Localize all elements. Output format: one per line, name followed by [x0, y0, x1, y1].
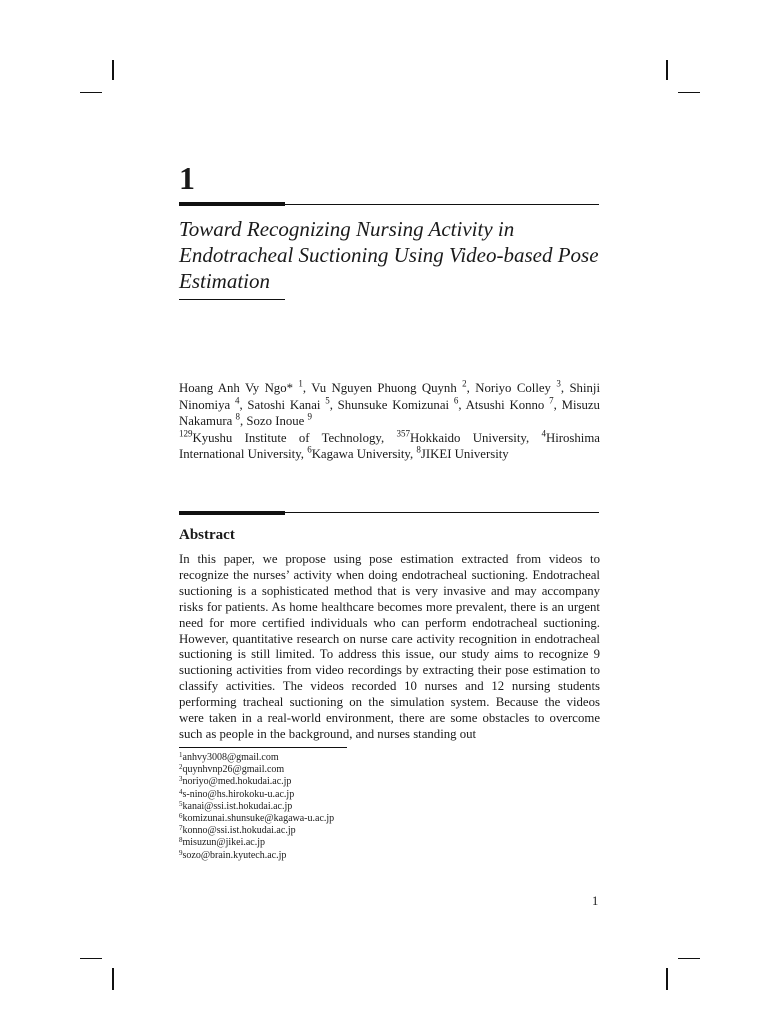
author-name: Sozo Inoue	[246, 414, 305, 428]
footnote-email: quynhvnp26@gmail.com	[182, 764, 285, 776]
footnote-email: noriyo@med.hokudai.ac.jp	[182, 776, 292, 788]
crop-mark	[666, 60, 668, 80]
author-name: Shinji Ninomiya	[179, 381, 601, 412]
footnote-email: komizunai.shunsuke@kagawa-u.ac.jp	[182, 813, 335, 825]
footnote-item	[179, 789, 579, 801]
author-name: Vu Nguyen Phuong Quynh	[311, 381, 457, 395]
crop-mark	[678, 958, 700, 959]
crop-mark	[112, 60, 114, 80]
crop-mark	[678, 92, 700, 93]
author-footnote-marker: 5	[325, 395, 330, 406]
footnote-item	[179, 850, 579, 862]
footnote-email: misuzun@jikei.ac.jp	[182, 837, 266, 849]
footnote-item	[179, 776, 579, 788]
footnote-number: 9	[179, 848, 183, 857]
footnote-number: 6	[179, 812, 183, 821]
footnote-email: anhvy3008@gmail.com	[182, 752, 279, 763]
author-footnote-marker: 4	[234, 395, 240, 406]
author-name: Atsushi Konno	[465, 397, 545, 412]
author-name: Noriyo Colley	[475, 381, 551, 395]
author-name: Misuzu Nakamura	[179, 397, 600, 428]
footnote-rule	[179, 747, 347, 748]
abstract-body: In this paper, we propose using pose estimation extracted from videos to recognize the nurses’ activity when doing endotracheal suctioning. Endotracheal suctioning is a sophisticated method that is very invasive and may accompany risks for patients. As home healthcare becomes more prevalent, there is an urgent need for more certified individuals who can perform endotracheal suctioning. However, quantitative research on nurse care activity recognition in endotracheal suctioning is still limited. To address this issue, our study aims to recognize 9 suctioning activities from video recordings by extracting their pose estimation to classify activities. The videos recorded 10 nurses and 12 nursing students performing tracheal suctioning on the simulation system. Because the videos were taken in a real-world environment, there are some obstacles to overcome such as people in the background, and nurses standing out	[179, 552, 600, 741]
affiliation-list: $^{129}$Kyushu Institute of Technology, $^{357}$Hokkaido University, $^4$Hiroshima International University, $^6$Kagawa University, $^8$JIKEI University	[179, 428, 600, 461]
title-underline	[179, 299, 285, 300]
crop-mark	[80, 92, 102, 93]
footnote-number: 2	[179, 763, 183, 772]
footnote-number: 5	[179, 799, 183, 808]
affiliation-marker: 4	[541, 428, 546, 439]
footnote-number: 7	[179, 824, 183, 833]
footnote-item	[179, 764, 579, 776]
affiliation-name: Hokkaido University	[409, 430, 526, 445]
affiliation-name: Kagawa University	[311, 447, 411, 461]
footnote-number: 8	[179, 836, 183, 845]
affiliation-marker: 8	[416, 444, 421, 455]
footnote-item	[179, 752, 579, 764]
footnote-email: s-nino@hs.hirokoku-u.ac.jp	[182, 788, 295, 800]
chapter-number: 1	[179, 160, 195, 196]
page-number: 1	[592, 894, 599, 908]
footnote-email: kanai@ssi.ist.hokudai.ac.jp	[182, 800, 293, 812]
footnote-item	[179, 813, 579, 825]
footnote-number: 3	[179, 775, 183, 784]
footnote-item	[179, 801, 579, 813]
footnote-item	[179, 825, 579, 837]
footnote-number: 4	[179, 787, 183, 796]
crop-mark	[80, 958, 102, 959]
footnote-item	[179, 837, 579, 849]
crop-mark	[666, 968, 668, 990]
abstract-heading: Abstract	[179, 527, 235, 543]
footnote-email: konno@ssi.ist.hokudai.ac.jp	[182, 825, 296, 837]
affiliation-name: Kyushu Institute of Technology	[192, 430, 381, 445]
author-name: Satoshi Kanai	[247, 397, 321, 412]
footnote-number: 1	[179, 751, 183, 759]
author-block	[179, 380, 600, 463]
affiliation-name: JIKEI University	[420, 447, 509, 461]
author-footnote-marker: 9	[307, 411, 313, 422]
affiliation-marker: 357	[396, 428, 410, 439]
author-list: Hoang Anh Vy Ngo* $^1$, Vu Nguyen Phuong Quynh $^2$, Noriyo Colley $^3$, Shinji Ninomiya $^4$, Satoshi Kanai $^5$, Shunsuke Komizunai $^6$, Atsushi Konno $^7$, Misuzu Nakamura $^8$, Sozo Inoue $^9$	[179, 378, 601, 428]
footnote-email: sozo@brain.kyutech.ac.jp	[182, 849, 287, 861]
affiliation-marker: 6	[307, 444, 312, 455]
author-name: Shunsuke Komizunai	[337, 397, 450, 412]
author-footnote-marker: 1	[298, 378, 303, 389]
affiliation-marker: 129	[179, 428, 193, 439]
affiliation-name: Hiroshima International University	[179, 430, 600, 461]
author-footnote-marker: 8	[235, 411, 240, 422]
author-footnote-marker: 2	[462, 378, 467, 389]
chapter-rule-thin	[179, 204, 599, 205]
author-footnote-marker: 7	[549, 395, 554, 406]
paper-title: Toward Recognizing Nursing Activity in Endotracheal Suctioning Using Video-based Pose Estimation	[179, 217, 599, 293]
section-rule-thin	[179, 512, 599, 513]
author-footnote-marker: 6	[453, 395, 459, 406]
crop-mark	[112, 968, 114, 990]
footnotes	[179, 752, 579, 862]
author-name: Hoang Anh Vy Ngo*	[179, 381, 294, 395]
author-footnote-marker: 3	[556, 378, 561, 389]
